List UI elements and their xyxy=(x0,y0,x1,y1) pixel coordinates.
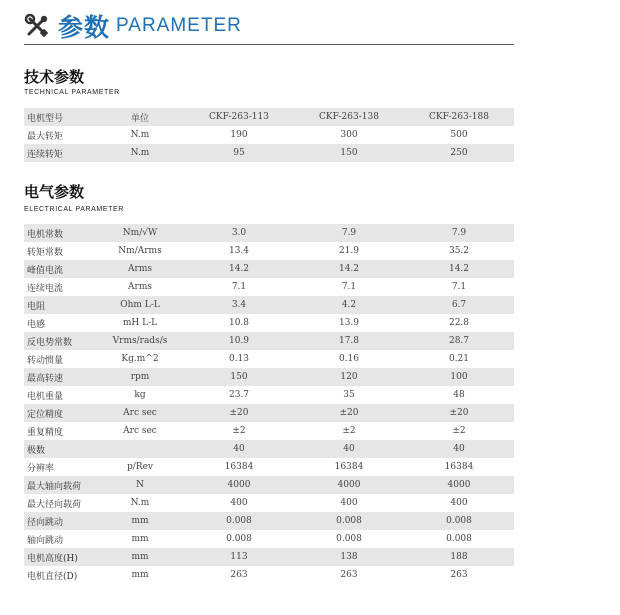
unit-cell: mm xyxy=(96,566,184,584)
value-cell: 150 xyxy=(184,368,294,386)
value-cell: 300 xyxy=(294,126,404,144)
table-row xyxy=(24,476,514,494)
row-label: 电阻 xyxy=(24,296,96,314)
row-label: 电机型号 xyxy=(24,108,96,126)
unit-cell: Kg.m^2 xyxy=(96,350,184,368)
value-cell: 138 xyxy=(294,548,404,566)
table-row xyxy=(24,422,514,440)
row-label: 最高转速 xyxy=(24,368,96,386)
value-cell: 0.008 xyxy=(294,512,404,530)
table-row xyxy=(24,260,514,278)
unit-cell: N.m xyxy=(96,494,184,512)
electrical-table xyxy=(24,224,514,584)
header-divider xyxy=(24,44,514,45)
row-label: 定位精度 xyxy=(24,404,96,422)
row-label: 连续电流 xyxy=(24,278,96,296)
unit-cell: kg xyxy=(96,386,184,404)
value-cell: 14.2 xyxy=(294,260,404,278)
page-title: 参数 xyxy=(58,13,111,42)
row-label: 电感 xyxy=(24,314,96,332)
row-label: 电机常数 xyxy=(24,224,96,242)
value-cell: 4.2 xyxy=(294,296,404,314)
unit-cell: 单位 xyxy=(96,108,184,126)
value-cell: 40 xyxy=(294,440,404,458)
table-row xyxy=(24,512,514,530)
unit-cell: Nm/√W xyxy=(96,224,184,242)
unit-cell: N.m xyxy=(96,126,184,144)
value-cell: 4000 xyxy=(404,476,514,494)
row-label: 最大转矩 xyxy=(24,126,96,144)
value-cell: 3.0 xyxy=(184,224,294,242)
value-cell: 13.4 xyxy=(184,242,294,260)
value-cell: 0.008 xyxy=(184,512,294,530)
unit-cell: Arms xyxy=(96,260,184,278)
table-row xyxy=(24,566,514,584)
table-row xyxy=(24,332,514,350)
value-cell: 0.21 xyxy=(404,350,514,368)
table-row xyxy=(24,548,514,566)
value-cell: ±20 xyxy=(404,404,514,422)
page-title-en: PARAMETER xyxy=(116,15,242,36)
value-cell: 10.9 xyxy=(184,332,294,350)
value-cell: 14.2 xyxy=(184,260,294,278)
row-label: 电机重量 xyxy=(24,386,96,404)
unit-cell xyxy=(96,440,184,458)
value-cell: ±2 xyxy=(184,422,294,440)
table-row xyxy=(24,530,514,548)
unit-cell: mm xyxy=(96,548,184,566)
value-cell: 263 xyxy=(294,566,404,584)
value-cell: 95 xyxy=(184,144,294,162)
value-cell: 16384 xyxy=(294,458,404,476)
value-cell: 40 xyxy=(404,440,514,458)
row-label: 轴向跳动 xyxy=(24,530,96,548)
row-label: 峰值电流 xyxy=(24,260,96,278)
value-cell: 120 xyxy=(294,368,404,386)
value-cell: 0.008 xyxy=(404,530,514,548)
unit-cell: Ohm L-L xyxy=(96,296,184,314)
value-cell: 113 xyxy=(184,548,294,566)
value-cell: 7.1 xyxy=(404,278,514,296)
value-cell: 16384 xyxy=(404,458,514,476)
value-cell: 400 xyxy=(404,494,514,512)
row-label: 电机直径(D) xyxy=(24,566,96,584)
table-row xyxy=(24,296,514,314)
value-cell: 23.7 xyxy=(184,386,294,404)
value-cell: 35.2 xyxy=(404,242,514,260)
table-row xyxy=(24,404,514,422)
value-cell: 21.9 xyxy=(294,242,404,260)
electrical-section-subtitle: ELECTRICAL PARAMETER xyxy=(24,206,124,213)
value-cell: 7.1 xyxy=(294,278,404,296)
value-cell: 6.7 xyxy=(404,296,514,314)
value-cell: 40 xyxy=(184,440,294,458)
table-row xyxy=(24,386,514,404)
value-cell: 0.008 xyxy=(404,512,514,530)
row-label: 最大轴向载荷 xyxy=(24,476,96,494)
technical-section-title: 技术参数 xyxy=(24,68,85,86)
unit-cell: Nm/Arms xyxy=(96,242,184,260)
unit-cell: N xyxy=(96,476,184,494)
row-label: 转动惯量 xyxy=(24,350,96,368)
row-label: 极数 xyxy=(24,440,96,458)
value-cell: 250 xyxy=(404,144,514,162)
value-cell: 28.7 xyxy=(404,332,514,350)
value-cell: 188 xyxy=(404,548,514,566)
table-row xyxy=(24,494,514,512)
value-cell: 48 xyxy=(404,386,514,404)
row-label: 径向跳动 xyxy=(24,512,96,530)
value-cell: ±20 xyxy=(294,404,404,422)
unit-cell: Arc sec xyxy=(96,404,184,422)
value-cell: 0.008 xyxy=(294,530,404,548)
table-row xyxy=(24,314,514,332)
table-row xyxy=(24,350,514,368)
value-cell: 4000 xyxy=(184,476,294,494)
value-cell: 263 xyxy=(184,566,294,584)
value-cell: 22.8 xyxy=(404,314,514,332)
value-cell: 16384 xyxy=(184,458,294,476)
table-row xyxy=(24,368,514,386)
table-row xyxy=(24,224,514,242)
value-cell: CKF-263-188 xyxy=(404,108,514,126)
value-cell: 35 xyxy=(294,386,404,404)
value-cell: 13.9 xyxy=(294,314,404,332)
unit-cell: mH L-L xyxy=(96,314,184,332)
unit-cell: p/Rev xyxy=(96,458,184,476)
value-cell: 10.8 xyxy=(184,314,294,332)
row-label: 分辨率 xyxy=(24,458,96,476)
value-cell: 0.13 xyxy=(184,350,294,368)
row-label: 重复精度 xyxy=(24,422,96,440)
unit-cell: Arms xyxy=(96,278,184,296)
table-row xyxy=(24,242,514,260)
table-row xyxy=(24,278,514,296)
unit-cell: Arc sec xyxy=(96,422,184,440)
unit-cell: N.m xyxy=(96,144,184,162)
value-cell: CKF-263-138 xyxy=(294,108,404,126)
row-label: 电机高度(H) xyxy=(24,548,96,566)
value-cell: 7.9 xyxy=(294,224,404,242)
value-cell: 400 xyxy=(184,494,294,512)
unit-cell: rpm xyxy=(96,368,184,386)
value-cell: 4000 xyxy=(294,476,404,494)
value-cell: ±20 xyxy=(184,404,294,422)
unit-cell: Vrms/rads/s xyxy=(96,332,184,350)
value-cell: 0.008 xyxy=(184,530,294,548)
value-cell: 400 xyxy=(294,494,404,512)
value-cell: 7.1 xyxy=(184,278,294,296)
table-row xyxy=(24,440,514,458)
row-label: 反电势常数 xyxy=(24,332,96,350)
unit-cell: mm xyxy=(96,530,184,548)
technical-table xyxy=(24,108,514,162)
table-row xyxy=(24,108,514,126)
value-cell: 500 xyxy=(404,126,514,144)
table-row xyxy=(24,458,514,476)
value-cell: 150 xyxy=(294,144,404,162)
row-label: 最大径向载荷 xyxy=(24,494,96,512)
value-cell: CKF-263-113 xyxy=(184,108,294,126)
row-label: 连续转矩 xyxy=(24,144,96,162)
value-cell: 14.2 xyxy=(404,260,514,278)
unit-cell: mm xyxy=(96,512,184,530)
value-cell: 0.16 xyxy=(294,350,404,368)
value-cell: 17.8 xyxy=(294,332,404,350)
value-cell: 190 xyxy=(184,126,294,144)
value-cell: 7.9 xyxy=(404,224,514,242)
value-cell: 100 xyxy=(404,368,514,386)
value-cell: 3.4 xyxy=(184,296,294,314)
value-cell: ±2 xyxy=(404,422,514,440)
tools-icon xyxy=(24,13,50,39)
table-row xyxy=(24,126,514,144)
technical-section-subtitle: TECHNICAL PARAMETER xyxy=(24,89,120,96)
value-cell: 263 xyxy=(404,566,514,584)
electrical-section-title: 电气参数 xyxy=(24,183,85,201)
table-row xyxy=(24,144,514,162)
value-cell: ±2 xyxy=(294,422,404,440)
row-label: 转矩常数 xyxy=(24,242,96,260)
page-header xyxy=(24,10,242,42)
